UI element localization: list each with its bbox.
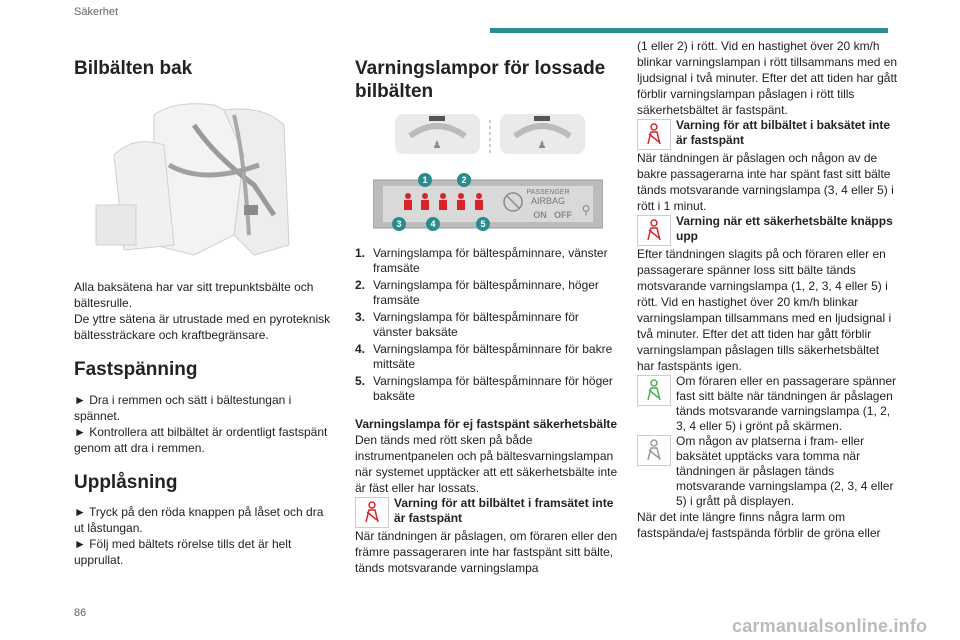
warning-rear-seat xyxy=(637,118,899,150)
watermark: carmanualsonline.info xyxy=(732,616,928,636)
step-unlock-1: ► Tryck på den röda knappen på låset och dra ut låstungan. xyxy=(74,505,324,536)
text-grey-lamp: Om någon av platserna i fram- eller baksätet upptäcks vara tomma när tändningen är påslagen tänds motsvarande varningslampa (2, 3, 4 eller 5) i grått på displayen. xyxy=(676,434,894,508)
header-accent-bar xyxy=(490,28,888,33)
label-off: OFF xyxy=(554,209,572,220)
title-fastening: Fastspänning xyxy=(74,358,198,380)
column-1 xyxy=(74,52,336,568)
seat-belt-green-icon xyxy=(637,375,671,406)
warning-front-seat-title: Varning för att bilbältet i framsätet inte är fastspänt xyxy=(394,495,614,525)
callout-1: 1 xyxy=(422,174,428,185)
text-front-seat: När tändningen är påslagen, om föraren eller den främre passageraren inte har fastspänt sitt bälte, tänds motsvarande varningslampa xyxy=(355,528,618,575)
page-number: 86 xyxy=(74,607,87,619)
text-final: När det inte längre finns några larm om fastspända/ej fastspända förblir de gröna eller xyxy=(637,510,881,540)
label-passenger: PASSENGER xyxy=(526,188,570,196)
svg-text:♟: ♟ xyxy=(537,139,547,151)
callout-3: 3 xyxy=(396,218,402,229)
list-item: 2. Varningslampa för bältespåminnare, höger framsäte xyxy=(355,277,599,307)
seat-belt-grey-icon xyxy=(637,435,671,466)
text-lamp-description: Den tänds med rött sken på både instrumentpanelen och på bältesvarningslampan när systemet upptäcker att ett säkerhetsbälte inte är fäst eller har lossats. xyxy=(355,432,618,495)
warning-unbuckled-title: Varning när ett säkerhetsbälte knäpps upp xyxy=(676,214,893,243)
callout-5: 5 xyxy=(480,218,486,229)
text-rear-belts-2: De yttre sätena är utrustade med en pyroteknisk bältessträckare och kraftbegränsare. xyxy=(74,311,331,342)
seat-belt-red-icon xyxy=(637,119,671,150)
callout-2: 2 xyxy=(461,174,467,185)
step-fasten-2: ► Kontrollera att bilbältet är ordentligt fastspänt genom att dra i remmen. xyxy=(74,424,328,455)
step-fasten-1: ► Dra i remmen och sätt i bältestungan i spännet. xyxy=(74,392,292,423)
warning-rear-seat-title: Varning för att bilbältet i baksätet inte är fastspänt xyxy=(676,118,891,147)
seat-belt-icon-5 xyxy=(475,193,483,210)
text-rear-belts-1: Alla baksätena har var sitt trepunktsbälte och bältesrulle. xyxy=(74,279,314,310)
list-item: 5. Varningslampa för bältespåminnare för höger baksäte xyxy=(355,373,613,403)
warning-unbuckled xyxy=(637,214,899,246)
info-green-lamp xyxy=(637,374,899,434)
seat-belt-icon-3 xyxy=(439,193,447,210)
seat-belt-icon-4 xyxy=(457,193,465,210)
passenger-seat-icon: ⚲ xyxy=(581,202,591,217)
seat-belt-icon-2 xyxy=(421,193,429,210)
list-item: 1. Varningslampa för bältespåminnare, vänster framsäte xyxy=(355,245,608,275)
warning-lamp-panel xyxy=(373,172,603,232)
svg-text:♟: ♟ xyxy=(432,139,442,151)
dashboard-illustration xyxy=(395,114,585,166)
title-rear-belts: Bilbälten bak xyxy=(74,58,193,79)
info-grey-lamp xyxy=(637,434,899,509)
text-front-seat-continued: (1 eller 2) i rött. Vid en hastighet över 20 km/h blinkar varningslampan i rött tillsammans med en ljudsignal i två minuter. Efter det att tiden har gått förblir varningslampan påslagen i rött tills säkerhetsbältet är fastspänt. xyxy=(637,39,898,117)
label-airbag: AIRBAG xyxy=(530,195,566,206)
step-unlock-2: ► Följ med bältets rörelse tills det är helt upprullat. xyxy=(74,537,292,568)
list-item: 4. Varningslampa för bältespåminnare för bakre mittsäte xyxy=(355,341,613,371)
text-unbuckled: Efter tändningen slagits på och föraren eller en passagerare spänner loss sitt bälte tänds motsvarande varningslampa (1, 2, 3, 4 eller 5) i rött. Vid en hastighet över 20 km/h blinkar varningslampan tillsammans med en ljudsignal i två minuter. Efter det att tiden har gått förblir varningslampan påslagen tills säkerhetsbältet har fastspänts igen. xyxy=(637,247,892,373)
subhead-unbuckled-lamp: Varningslampa för ej fastspänt säkerhetsbälte xyxy=(355,416,618,431)
column-3 xyxy=(637,38,899,541)
rear-seat-belt-illustration xyxy=(84,95,328,260)
section-header: Säkerhet xyxy=(74,6,119,18)
title-unlocking: Upplåsning xyxy=(74,471,178,493)
label-on: ON xyxy=(533,209,547,220)
seat-belt-red-icon xyxy=(355,497,389,528)
seat-belt-icon-1 xyxy=(404,193,412,210)
seat-belt-red-icon xyxy=(637,215,671,246)
warning-front-seat xyxy=(355,496,618,528)
list-item: 3. Varningslampa för bältespåminnare för vänster baksäte xyxy=(355,309,579,339)
text-rear-seat: När tändningen är påslagen och någon av de bakre passagerarna inte har spänt fast sitt bälte tänds motsvarande varningslampa (3, 4 eller 5) i rött i 1 minut. xyxy=(637,151,894,213)
lamp-list xyxy=(355,246,618,404)
column-2 xyxy=(355,52,618,576)
title-warning-lamps: Varningslampor för lossade bilbälten xyxy=(355,58,606,102)
text-green-lamp: Om föraren eller en passagerare spänner fast sitt bälte när tändningen är påslagen tänds motsvarande varningslampa (1, 2, 3, 4 eller 5) i grönt på skärmen. xyxy=(676,374,897,433)
callout-4: 4 xyxy=(430,218,436,229)
